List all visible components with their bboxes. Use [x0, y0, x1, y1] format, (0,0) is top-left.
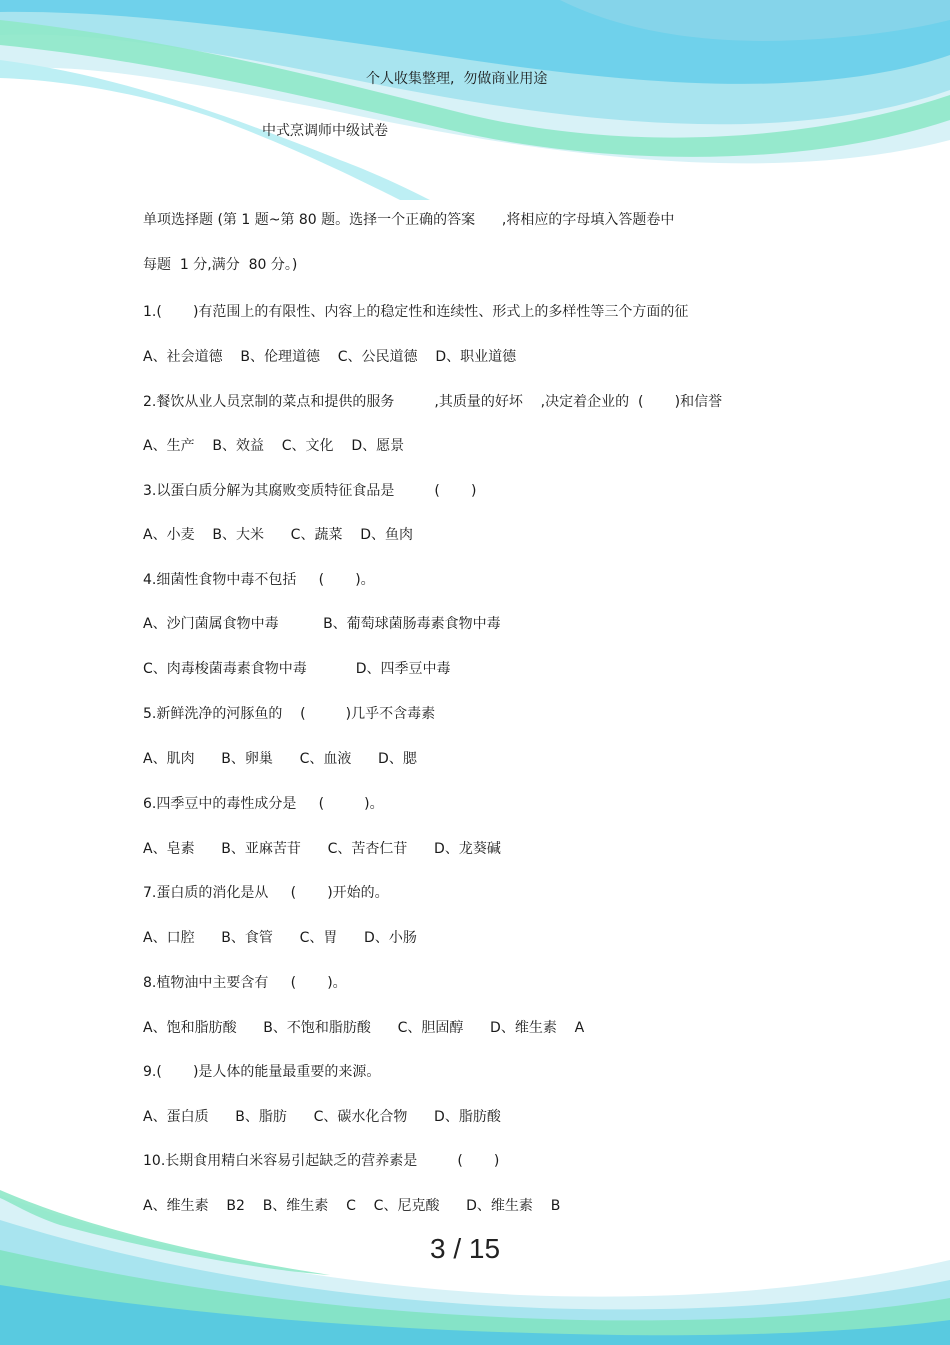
question-8-options: A、饱和脂肪酸 B、不饱和脂肪酸 C、胆固醇 D、维生素 A [143, 1020, 585, 1036]
instructions-line-1: 单项选择题 (第 1 题~第 80 题。选择一个正确的答案 ,将相应的字母填入答题卷中 [143, 212, 675, 228]
question-2-options: A、生产 B、效益 C、文化 D、愿景 [143, 438, 405, 454]
question-6-options: A、皂素 B、亚麻苦苷 C、苦杏仁苷 D、龙葵碱 [143, 841, 501, 857]
document-title: 中式烹调师中级试卷 [262, 123, 388, 139]
question-10-options: A、维生素 B2 B、维生素 C C、尼克酸 D、维生素 B [143, 1198, 561, 1214]
question-9-options: A、蛋白质 B、脂肪 C、碳水化合物 D、脂肪酸 [143, 1109, 501, 1125]
instructions-line-2: 每题 1 分,满分 80 分。) [143, 257, 298, 273]
question-9: 9.( )是人体的能量最重要的来源。 [143, 1064, 381, 1080]
question-7-options: A、口腔 B、食管 C、胃 D、小肠 [143, 930, 417, 946]
question-3-options: A、小麦 B、大米 C、蔬菜 D、鱼肉 [143, 527, 414, 543]
question-8: 8.植物油中主要含有 ( )。 [143, 975, 347, 991]
question-1-options: A、社会道德 B、伦理道德 C、公民道德 D、职业道德 [143, 349, 517, 365]
question-2: 2.餐饮从业人员烹制的菜点和提供的服务 ,其质量的好坏 ,决定着企业的 ( )和信誉 [143, 394, 723, 410]
question-4: 4.细菌性食物中毒不包括 ( )。 [143, 572, 375, 588]
question-5-options: A、肌肉 B、卵巢 C、血液 D、腮 [143, 751, 417, 767]
question-1: 1.( )有范围上的有限性、内容上的稳定性和连续性、形式上的多样性等三个方面的征 [143, 304, 689, 320]
page-number: 3 / 15 [429, 1233, 501, 1264]
header-note: 个人收集整理, 勿做商业用途 [366, 71, 548, 87]
question-6: 6.四季豆中的毒性成分是 ( )。 [143, 796, 384, 812]
question-7: 7.蛋白质的消化是从 ( )开始的。 [143, 885, 389, 901]
question-10: 10.长期食用精白米容易引起缺乏的营养素是 ( ) [143, 1153, 500, 1169]
question-3: 3.以蛋白质分解为其腐败变质特征食品是 ( ) [143, 483, 477, 499]
question-4-options-2: C、肉毒梭菌毒素食物中毒 D、四季豆中毒 [143, 661, 451, 677]
question-4-options-1: A、沙门菌属食物中毒 B、葡萄球菌肠毒素食物中毒 [143, 616, 501, 632]
question-5: 5.新鲜洗净的河豚鱼的 ( )几乎不含毒素 [143, 706, 436, 722]
